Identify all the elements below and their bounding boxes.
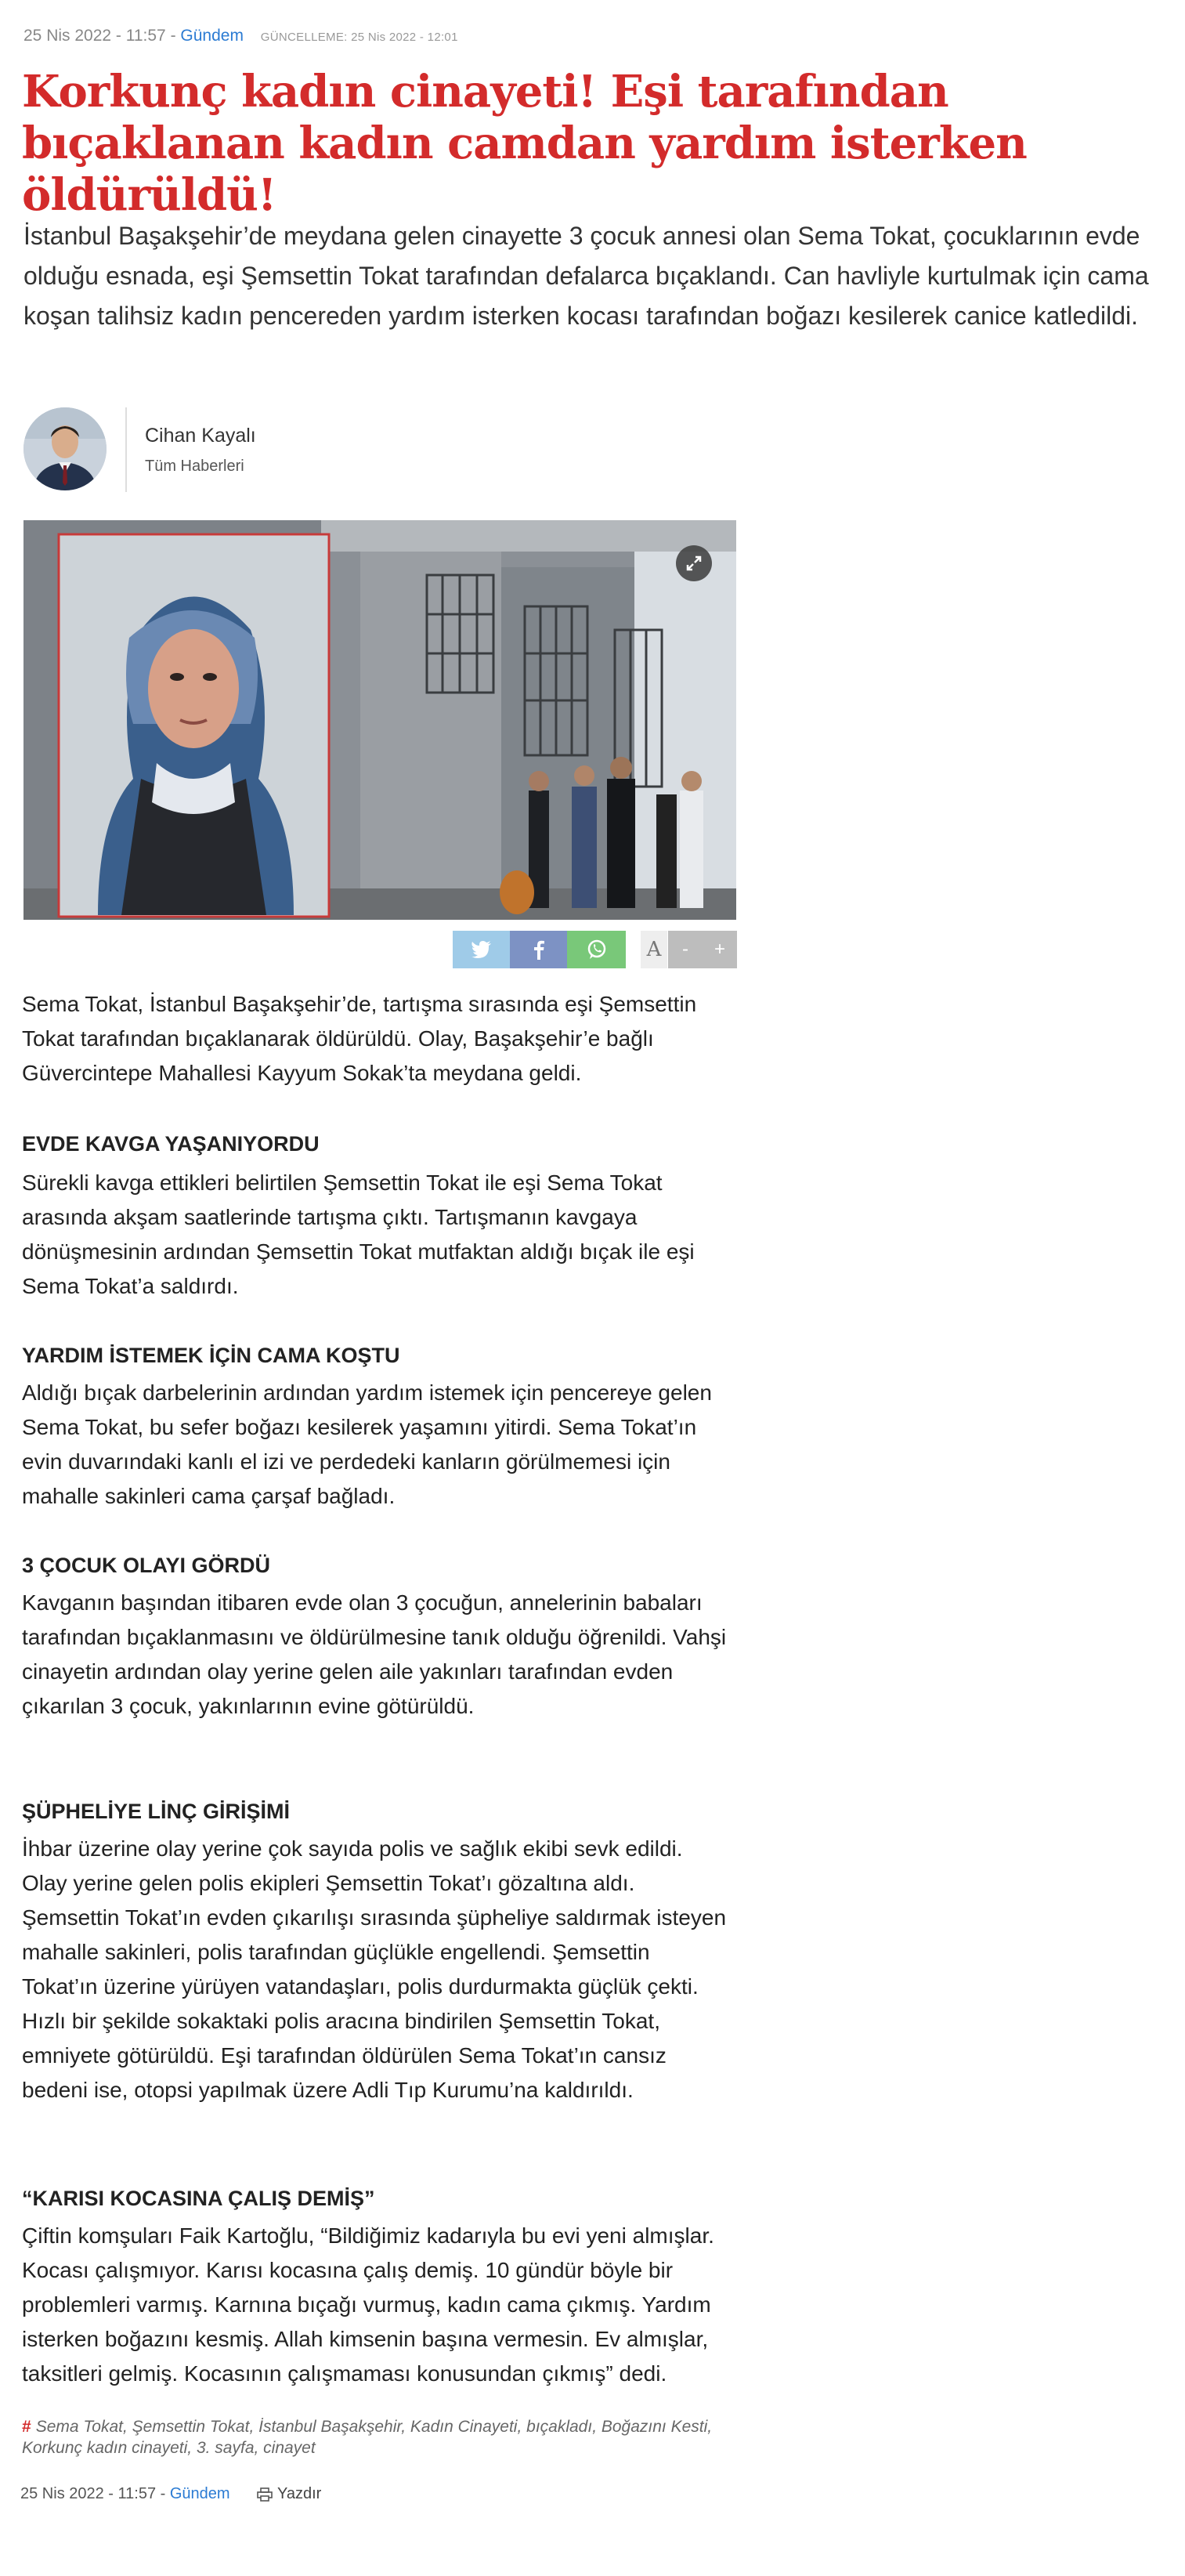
publish-date: 25 Nis 2022 - 11:57 -	[23, 27, 176, 45]
article-tags	[22, 2416, 731, 2458]
article-lead: İstanbul Başakşehir’de meydana gelen cinayette 3 çocuk annesi olan Sema Tokat, çocuklarının evde olduğu esnada, eşi Şemsettin Tokat tarafından defalarca bıçaklandı. Can havliyle kurtulmak için cama koşan talihsiz kadın pencereden yardım isterken kocası tarafından boğazı kesilerek canice katledildi.	[23, 222, 1149, 330]
section-heading: EVDE KAVGA YAŞANIYORDU	[22, 1132, 320, 1156]
section-heading: “KARISI KOCASINA ÇALIŞ DEMİŞ”	[22, 2187, 375, 2210]
twitter-icon	[471, 941, 492, 958]
section-heading: YARDIM İSTEMEK İÇİN CAMA KOŞTU	[22, 1344, 400, 1367]
article-paragraph: Çiftin komşuları Faik Kartoğlu, “Bildiğimiz kadarıyla bu evi yeni almışlar. Kocası çalışmıyor. Karısı kocasına çalış demiş. 10 gündür böyle bir problemleri varmış. Karnına bıçağı vurmuş, kadın cama çıkmış. Yardım isterken boğazını kesmiş. Allah kimsenin başına vermesin. Ev almışlar, taksitleri gelmiş. Kocasının çalışmaması konusundan çıkmış” dedi.	[22, 2223, 714, 2386]
font-decrease-button[interactable]: -	[668, 931, 703, 968]
article-hero-image[interactable]	[23, 520, 736, 920]
footer-category-link[interactable]: Gündem	[169, 2485, 230, 2502]
print-icon	[257, 2487, 273, 2502]
author-divider	[125, 407, 127, 492]
section-heading: 3 ÇOCUK OLAYI GÖRDÜ	[22, 1554, 271, 1577]
article-paragraph: Sema Tokat, İstanbul Başakşehir’de, tartışma sırasında eşi Şemsettin Tokat tarafından bıçaklanarak öldürüldü. Olay, Başakşehir’e bağlı Güvercintepe Mahallesi Kayyum Sokak’ta meydana geldi.	[22, 992, 697, 1085]
footer-date: 25 Nis 2022 - 11:57 -	[20, 2485, 166, 2502]
article-meta	[23, 27, 458, 45]
article-paragraph: Kavganın başından itibaren evde olan 3 çocuğun, annelerinin babaları tarafından bıçaklanmasını ve öldürülmesine tanık olduğu öğrenildi. Vahşi cinayetin ardından olay yerine gelen aile yakınları tarafından evden çıkarılan 3 çocuk, yakınlarının evine götürüldü.	[22, 1590, 727, 1718]
author-all-news-link[interactable]: Tüm Haberleri	[145, 458, 244, 475]
expand-image-button[interactable]	[676, 545, 712, 581]
print-label: Yazdır	[277, 2485, 322, 2502]
expand-icon	[685, 555, 703, 572]
category-link[interactable]: Gündem	[180, 27, 244, 45]
tag-list[interactable]: Sema Tokat, Şemsettin Tokat, İstanbul Başakşehir, Kadın Cinayeti, bıçakladı, Boğazını Kesti, Korkunç kadın cinayeti, 3. sayfa, cinayet	[22, 2418, 713, 2457]
author-name[interactable]: Cihan Kayalı	[145, 425, 256, 447]
font-size-label: A	[641, 931, 667, 968]
article-footer-meta	[20, 2485, 230, 2503]
share-whatsapp-button[interactable]	[567, 931, 626, 968]
article-title: Korkunç kadın cinayeti! Eşi tarafından bıçaklanan kadın camdan yardım isterken öldürüldü!	[22, 66, 1027, 221]
hash-icon: #	[22, 2418, 31, 2436]
article-paragraph: İhbar üzerine olay yerine çok sayıda polis ve sağlık ekibi sevk edildi. Olay yerine gelen polis ekipleri Şemsettin Tokat’ı gözaltına aldı. Şemsettin Tokat’ın evden çıkarılışı sırasında şüpheliye saldırmak isteyen mahalle sakinleri, polis tarafından güçlükle engellendi. Şemsettin Tokat’ın üzerine yürüyen vatandaşları, polis durdurmakta güçlük çekti. Hızlı bir şekilde sokaktaki polis aracına bindirilen Şemsettin Tokat, emniyete götürüldü. Eşi tarafından öldürülen Sema Tokat’ın cansız bedeni ise, otopsi yapılmak üzere Adli Tıp Kurumu’na kaldırıldı.	[22, 1836, 727, 2102]
update-date: GÜNCELLEME: 25 Nis 2022 - 12:01	[260, 31, 458, 44]
font-increase-button[interactable]: +	[703, 931, 737, 968]
share-twitter-button[interactable]	[453, 931, 510, 968]
author-avatar[interactable]	[23, 407, 107, 490]
share-facebook-button[interactable]	[510, 931, 567, 968]
section-heading: ŞÜPHELİYE LİNÇ GİRİŞİMİ	[22, 1800, 291, 1823]
article-paragraph: Sürekli kavga ettikleri belirtilen Şemsettin Tokat ile eşi Sema Tokat arasında akşam saatlerinde tartışma çıktı. Tartışmanın kavgaya dönüşmesinin ardından Şemsettin Tokat mutfaktan aldığı bıçak ile eşi Sema Tokat’a saldırdı.	[22, 1170, 695, 1298]
article-paragraph: Aldığı bıçak darbelerinin ardından yardım istemek için pencereye gelen Sema Tokat, bu sefer boğazı kesilerek yaşamını yitirdi. Sema Tokat’ın evin duvarındaki kanlı el izi ve perdedeki kanların görülmemesi için mahalle sakinleri cama çarşaf bağladı.	[22, 1380, 712, 1508]
whatsapp-icon	[587, 939, 607, 960]
facebook-icon	[533, 939, 544, 960]
print-button[interactable]	[257, 2485, 321, 2503]
